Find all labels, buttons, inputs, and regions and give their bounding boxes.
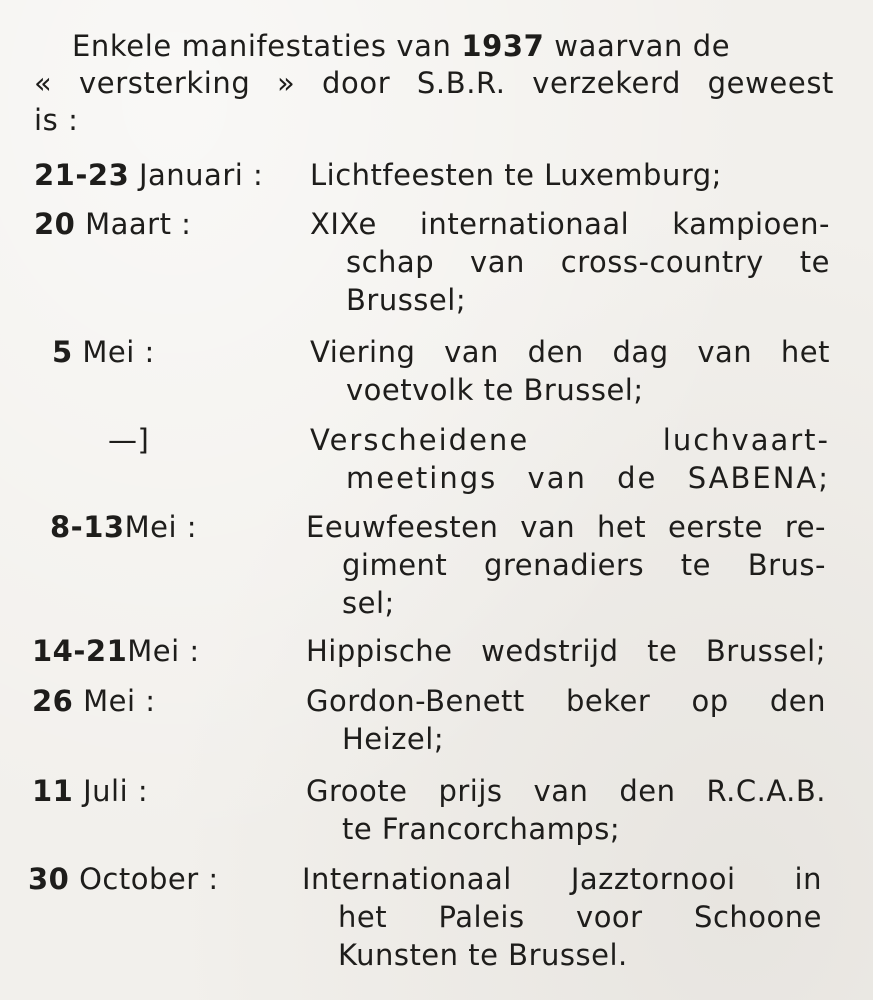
entry-date (28, 860, 219, 898)
entry-line: Kunsten te Brussel. (338, 938, 628, 972)
entry-date-text: Mei : (73, 684, 156, 718)
entry-date-number: 21-23 (34, 158, 130, 192)
intro-line-1 (34, 28, 834, 65)
entry-line: XIXe internationaal kampioen- (310, 207, 830, 241)
intro-year: 1937 (461, 29, 545, 63)
entry-line: sel; (342, 586, 395, 620)
entry-date (32, 682, 156, 720)
entry-description (306, 632, 826, 670)
intro-line-1-start: Enkele manifestaties van (72, 29, 462, 63)
entry-description (306, 682, 826, 758)
entry-line: giment grenadiers te Brus- (342, 548, 826, 582)
entry-date-number: 14-21 (32, 634, 128, 668)
entry-date-text: —] (108, 423, 150, 457)
entry-description (310, 421, 830, 497)
entry-date-text: Januari : (129, 158, 264, 192)
entry-date-text: Maart : (75, 207, 192, 241)
entry-line: Eeuwfeesten van het eerste re- (306, 510, 826, 544)
entry-description (306, 508, 826, 622)
entry-date-number: 30 (28, 862, 70, 896)
entry-date-text: Mei : (124, 510, 197, 544)
entry-date (34, 156, 263, 194)
entry-date-number: 8-13 (50, 510, 125, 544)
entry-line: schap van cross-country te (346, 245, 830, 279)
entry-line: Internationaal Jazztornooi in (302, 862, 822, 896)
entry-line: Lichtfeesten te Luxemburg; (310, 158, 722, 192)
entry-line: meetings van de SABENA; (346, 461, 830, 495)
entry-line: het Paleis voor Schoone (338, 900, 822, 934)
entry-date (50, 508, 197, 546)
entry-date-number: 5 (52, 335, 73, 369)
entry-line: Brussel; (346, 283, 467, 317)
entry-line: Hippische wedstrijd te Brussel; (306, 634, 826, 668)
entry-line: Heizel; (342, 722, 445, 756)
entry-description (302, 860, 822, 974)
entry-date-text: October : (69, 862, 219, 896)
entry-date-text: Juli : (73, 774, 149, 808)
entry-date (34, 205, 191, 243)
intro-line-1-end: waarvan de (544, 29, 731, 63)
entry-description (310, 156, 790, 194)
entry-line: voetvolk te Brussel; (346, 373, 644, 407)
entry-date (108, 421, 149, 459)
entry-line: te Francorchamps; (342, 812, 621, 846)
entry-date-number: 11 (32, 774, 74, 808)
entry-date (32, 632, 200, 670)
intro-line-3: is : (34, 103, 79, 137)
entry-date-number: 26 (32, 684, 74, 718)
entry-date-text: Mei : (127, 634, 200, 668)
entry-description (310, 333, 830, 409)
entry-line: Groote prijs van den R.C.A.B. (306, 774, 826, 808)
entry-date (52, 333, 155, 371)
entry-line: Viering van den dag van het (310, 335, 830, 369)
entry-line: Gordon-Benett beker op den (306, 684, 826, 718)
intro-line-2: « versterking » door S.B.R. verzekerd geweest (34, 66, 834, 100)
entry-line: Verscheidene luchvaart- (310, 423, 830, 457)
entry-date (32, 772, 148, 810)
entry-date-text: Mei : (72, 335, 155, 369)
entry-description (310, 205, 830, 319)
entry-description (306, 772, 826, 848)
intro-paragraph (34, 28, 834, 139)
entry-date-number: 20 (34, 207, 76, 241)
